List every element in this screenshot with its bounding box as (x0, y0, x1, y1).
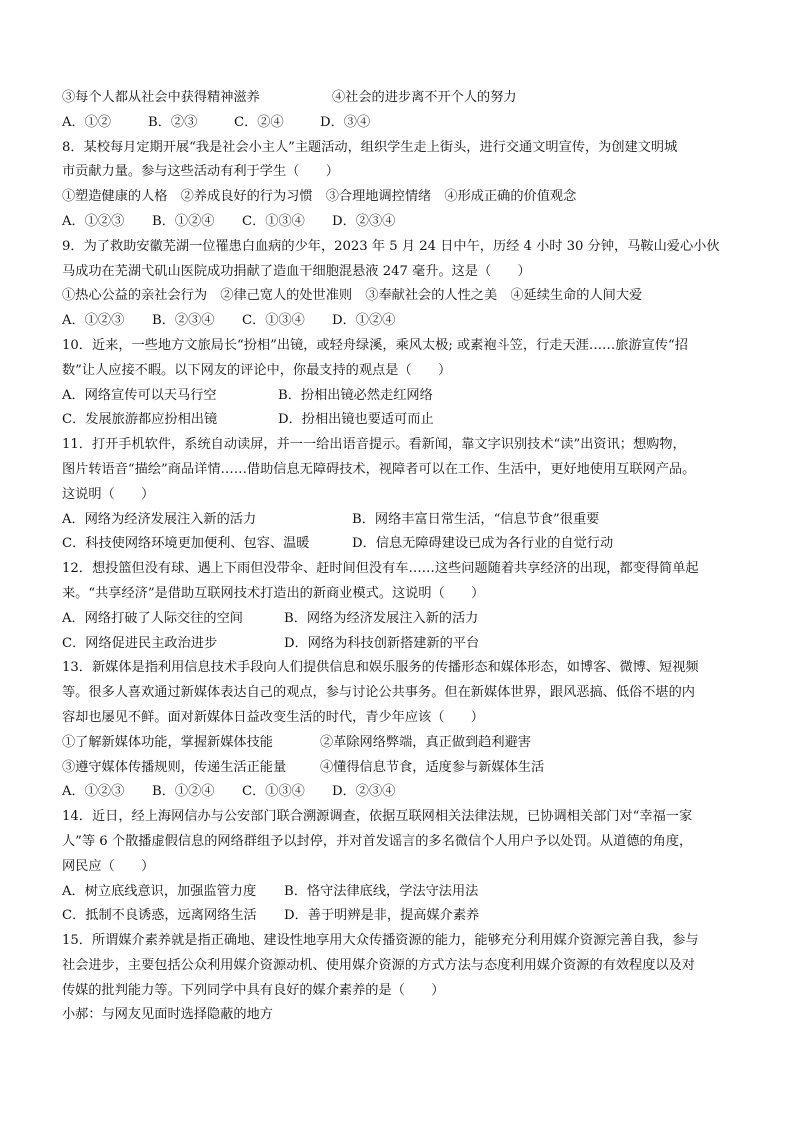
q13-statement-2: ②革除网络弊端，真正做到趋利避害 (320, 734, 531, 750)
q14-stem-line-1: 14．近日，经上海网信办与公安部门联合溯源调查，依据互联网相关法律法规，已协调相关部门对“幸福一家 (62, 809, 693, 825)
q9-options (62, 309, 742, 334)
q13-options (62, 780, 742, 805)
q15-stem-line-2: 社会进步，主要包括公众利用媒介资源动机、使用媒介资源的方式方法与态度利用媒介资源的有效程度以及对 (62, 957, 695, 973)
q10-option-c[interactable]: C．发展旅游都应扮相出镜 (62, 412, 218, 428)
q12-option-a[interactable]: A．网络打破了人际交往的空间 (62, 610, 243, 626)
q8-option-c[interactable]: C．①③④ (242, 213, 305, 229)
q14-stem-line-3: 网民应（ ） (62, 858, 155, 874)
q15-stem-line-1: 15．所谓媒介素养就是指正确地、建设性地享用大众传播资源的能力，能够充分利用媒介资源完善自我，参与 (62, 933, 699, 949)
q10-stem-line-1: 10．近来，一些地方文旅局长“扮相”出镜，或轻舟绿溪，乘风太极; 或素袍斗笠，行走天涯……旅游宣传“招 (62, 337, 688, 353)
q10-option-a[interactable]: A．网络宣传可以天马行空 (62, 387, 217, 403)
q11-option-a[interactable]: A．网络为经济发展注入新的活力 (62, 511, 257, 527)
q9-option-d[interactable]: D．①②④ (332, 313, 396, 329)
q10-options-row-1 (62, 384, 742, 409)
q14-options-row-2 (62, 904, 742, 929)
q10-options-row-2 (62, 408, 742, 433)
q14-option-a[interactable]: A．树立底线意识，加强监管力度 (62, 883, 257, 899)
q12-option-d[interactable]: D．网络为科技创新搭建新的平台 (284, 635, 480, 651)
q13-statement-1: ①了解新媒体功能，掌握新媒体技能 (62, 734, 273, 750)
q13-statement-3: ③遵守媒体传播规则，传递生活正能量 (62, 759, 287, 775)
q13-statements-row-1 (62, 731, 742, 756)
q12-stem-line-1: 12．想投篮但没有球、遇上下雨但没带伞、赶时间但没有车……这些问题随着共享经济的出现，都变得简单起 (62, 561, 699, 577)
q13-option-d[interactable]: D．②③④ (332, 784, 396, 800)
q7-option-d[interactable]: D．③④ (320, 114, 371, 130)
q11-options-row-2 (62, 532, 742, 557)
q10-option-b[interactable]: B．扮相出镜必然走红网络 (278, 387, 433, 403)
q11-option-b[interactable]: B．网络丰富日常生活，“信息节食”很重要 (352, 511, 600, 527)
q7-option-c[interactable]: C．②④ (234, 114, 284, 130)
q15-student-statement-1: 小郝：与网友见面时选择隐蔽的地方 (62, 1007, 273, 1023)
q11-stem-line-1: 11．打开手机软件，系统自动读屏，并一一给出语音提示。看新闻，靠文字识别技术“读”出资讯；想购物， (62, 437, 686, 453)
exam-page (62, 86, 742, 1028)
q14-option-b[interactable]: B．恪守法律底线，学法守法用法 (284, 883, 479, 899)
q8-statements: ①塑造健康的人格 ②养成良好的行为习惯 ③合理地调控情绪 ④形成正确的价值观念 (62, 189, 577, 205)
q13-option-b[interactable]: B．①②④ (152, 784, 215, 800)
q10-stem-line-2: 数”让人应接不暇。以下网友的评论中，你最支持的观点是（ ） (62, 362, 452, 378)
q7-options (62, 111, 742, 136)
q14-stem-line-2: 人”等 6 个散播虚假信息的网络群组予以封停，并对首发谣言的多名微信个人用户予以处罚。从道德的角度， (62, 833, 693, 849)
q10-option-d[interactable]: D．扮相出镜也要适可而止 (278, 412, 434, 428)
q7-statement-4: ④社会的进步离不开个人的努力 (332, 90, 517, 105)
q12-stem-line-2: 来。“共享经济”是借助互联网技术打造出的新商业模式。这说明（ ） (62, 585, 485, 601)
q12-option-c[interactable]: C．网络促进民主政治进步 (62, 635, 218, 651)
q7-statement-3: ③每个人都从社会中获得精神滋养 (62, 90, 260, 105)
q11-options-row-1 (62, 508, 742, 533)
q9-option-a[interactable]: A．①②③ (62, 313, 125, 329)
q14-option-d[interactable]: D．善于明辨是非，提高媒介素养 (284, 908, 480, 924)
q13-stem-line-2: 等。很多人喜欢通过新媒体表达自己的观点，参与讨论公共事务。但在新媒体世界，跟风恶搞、低俗不堪的内 (62, 685, 695, 701)
q12-options-row-2 (62, 632, 742, 657)
q13-statements-row-2 (62, 756, 742, 781)
q9-option-c[interactable]: C．①③④ (242, 313, 305, 329)
q12-option-b[interactable]: B．网络为经济发展注入新的活力 (284, 610, 479, 626)
q11-stem-line-2: 图片转语音“描绘”商品详情……借助信息无障碍技术，视障者可以在工作、生活中，更好地使用互联网产品。 (62, 461, 696, 477)
q13-option-c[interactable]: C．①③④ (242, 784, 305, 800)
q8-option-d[interactable]: D．②③④ (332, 213, 396, 229)
q11-option-c[interactable]: C．科技使网络环境更加便利、包容、温暖 (62, 536, 310, 552)
q7-option-b[interactable]: B．②③ (148, 114, 198, 130)
q14-options-row-1 (62, 880, 742, 905)
q8-option-a[interactable]: A．①②③ (62, 213, 125, 229)
q9-option-b[interactable]: B．②③④ (152, 313, 215, 329)
q15-stem-line-3: 传媒的批判能力等。下列同学中具有良好的媒介素养的是（ ） (62, 982, 445, 998)
q13-stem-line-3: 容却也屡见不鲜。面对新媒体日益改变生活的时代，青少年应该（ ） (62, 709, 484, 725)
q11-stem-line-3: 这说明（ ） (62, 486, 155, 502)
q7-option-a[interactable]: A．①② (62, 114, 112, 130)
q13-option-a[interactable]: A．①②③ (62, 784, 125, 800)
q8-stem-line-1: 8．某校每月定期开展“我是社会小主人”主题活动，组织学生走上街头，进行交通文明宣传，为创建文明城 (62, 139, 678, 155)
q9-stem-line-2: 马成功在芜湖弋矶山医院成功捐献了造血干细胞混悬液 247 毫升。这是（ ） (62, 263, 531, 279)
q13-statement-4: ④懂得信息节食，适度参与新媒体生活 (320, 759, 545, 775)
q8-options (62, 210, 742, 235)
q9-stem-line-1: 9．为了救助安徽芜湖一位罹患白血病的少年，2023 年 5 月 24 日中午，历经 4 小时 30 分钟，马鞍山爱心小伙 (62, 238, 720, 254)
q8-option-b[interactable]: B．①②④ (152, 213, 215, 229)
q9-statements: ①热心公益的亲社会行为 ②律己宽人的处世准则 ③奉献社会的人性之美 ④延续生命的人间大爱 (62, 288, 643, 304)
q14-option-c[interactable]: C．抵制不良诱惑，远离网络生活 (62, 908, 257, 924)
q13-stem-line-1: 13．新媒体是指利用信息技术手段向人们提供信息和娱乐服务的传播形态和媒体形态，如博客、微博、短视频 (62, 660, 699, 676)
q12-options-row-1 (62, 607, 742, 632)
q8-stem-line-2: 市贡献力量。参与这些活动有利于学生（ ） (62, 164, 339, 180)
q11-option-d[interactable]: D．信息无障碍建设已成为各行业的自觉行动 (352, 536, 614, 552)
q7-statements (62, 86, 742, 111)
